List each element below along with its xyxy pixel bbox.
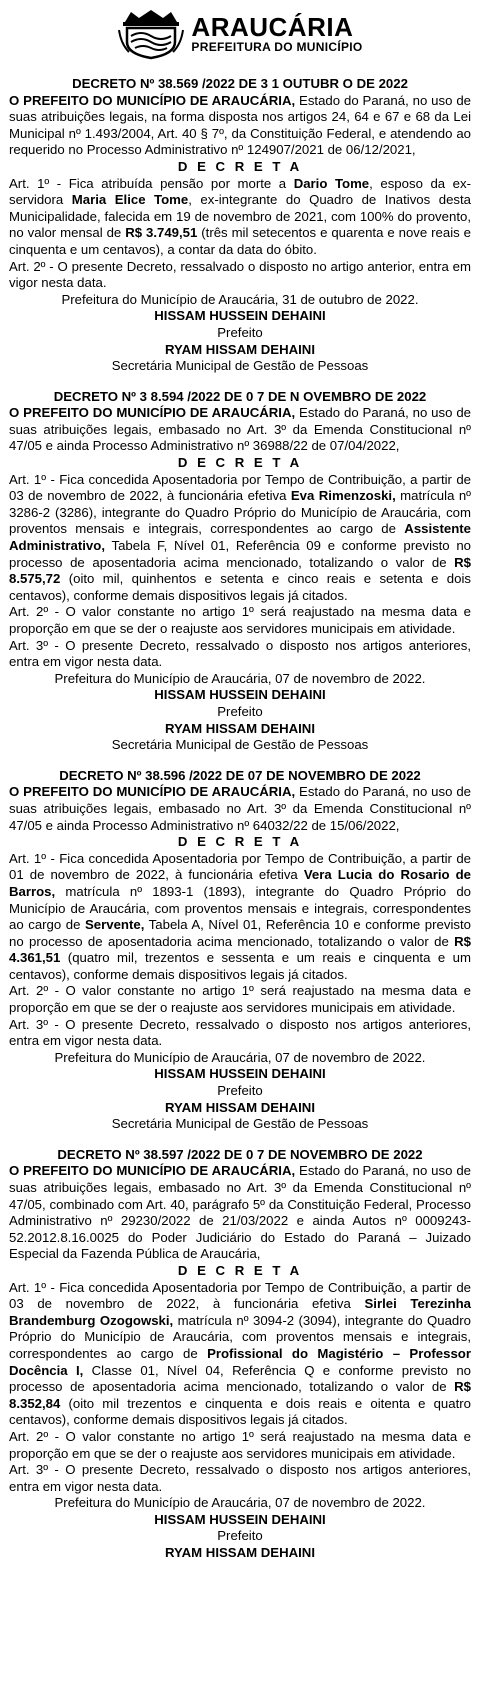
signer-name xyxy=(9,308,471,325)
article-text: Classe 01, Nível 04, Referência Q e conforme previsto no processo de aposentadoria acima mencionado, totalizando o valor de xyxy=(9,1362,471,1395)
place-date: Prefeitura do Município de Araucária, 07 de novembro de 2022. xyxy=(54,1049,426,1065)
decreta-heading: D E C R E T A xyxy=(177,158,303,174)
place-date: Prefeitura do Município de Araucária, 07 de novembro de 2022. xyxy=(54,670,426,686)
signer-role: Secretária Municipal de Gestão de Pessoas xyxy=(111,358,369,374)
article-text: Art. 1º - Fica concedida Aposentadoria por Tempo de Contribuição, a partir de 03 de novembro de 2022, à funcionária efetiva xyxy=(9,1279,471,1312)
decree-38569 xyxy=(9,76,471,375)
servant-name: Eva Rimenzoski, xyxy=(290,488,396,504)
signer-role: Prefeito xyxy=(217,324,263,340)
brand xyxy=(191,14,362,54)
signer-name xyxy=(9,687,471,704)
article-text: Art. 1º - Fica atribuída pensão por morte a xyxy=(9,175,294,191)
article-text: matrícula nº 3286-2 (3286), integrante do Quadro Próprio do Município de Araucária, com proventos mensais e integrais, correspondentes ao cargo de xyxy=(9,488,471,537)
article-1 xyxy=(9,851,471,984)
article-text: matrícula nº 3094-2 (3094), integrante do Quadro Próprio do Município de Araucária, com proventos mensais e integrais, correspondentes ao cargo de xyxy=(9,1312,471,1361)
amount: R$ 8.352,84 xyxy=(9,1379,471,1411)
article-2: Art. 2º - O valor constante no artigo 1º será reajustado na mesma data e proporção em que se der o reajuste aos servidores municipais em atividade. xyxy=(9,983,471,1016)
article-1 xyxy=(9,1280,471,1429)
former-servant-name: Maria Elice Tome xyxy=(71,192,189,208)
decree-preamble xyxy=(9,1163,471,1263)
preamble-text: Estado do Paraná, no uso de suas atribuições legais, na forma disposta nos artigos 24, 64 e 67 e 68 da Lei Municipal nº 1.493/2004, Art. 40 § 7º, da Constituição Federal, e atendendo ao requerido no Processo Administrativo nº 124907/2021 de 06/12/2021, xyxy=(9,92,472,158)
signer-mayor: HISSAM HUSSEIN DEHAINI xyxy=(154,1511,326,1527)
preamble-text: Estado do Paraná, no uso de suas atribuições legais, embasado no Art. 3º da Emenda Constitucional nº 47/05 e ainda Processo Administrativo nº 36988/22 de 07/04/2022, xyxy=(9,405,472,454)
signer-role: Secretária Municipal de Gestão de Pessoas xyxy=(111,737,369,753)
position-name: Assistente Administrativo, xyxy=(9,521,471,554)
decreta-heading: D E C R E T A xyxy=(177,455,303,471)
signer-role: Prefeito xyxy=(217,703,263,719)
article-3: Art. 3º - O presente Decreto, ressalvado o disposto nos artigos anteriores, entra em vigor nesta data. xyxy=(9,637,471,670)
signer-mayor: HISSAM HUSSEIN DEHAINI xyxy=(154,308,326,324)
signer-role: Prefeito xyxy=(217,1528,263,1544)
signer-name xyxy=(9,1066,471,1083)
article-3: Art. 3º - O presente Decreto, ressalvado o disposto nos artigos anteriores, entra em vigor nesta data. xyxy=(9,1016,471,1049)
amount: R$ 4.361,51 xyxy=(9,933,471,966)
place-date: Prefeitura do Município de Araucária, 31 de outubro de 2022. xyxy=(61,291,419,307)
article-2: Art. 2º - O valor constante no artigo 1º será reajustado na mesma data e proporção em que se der o reajuste aos servidores municipais em atividade. xyxy=(9,604,471,636)
article-2: Art. 2º - O presente Decreto, ressalvado o disposto no artigo anterior, entra em vigor nesta data. xyxy=(9,258,471,291)
article-text: (oito mil trezentos e cinquenta e dois reais e oitenta e quatro centavos), conforme demais dispositivos legais já citados. xyxy=(9,1395,471,1428)
decree-38597 xyxy=(9,1147,471,1562)
article-1 xyxy=(9,176,471,259)
place-date: Prefeitura do Município de Araucária, 07 de novembro de 2022. xyxy=(54,1495,426,1511)
preamble-text: Estado do Paraná, no uso de suas atribuições legais, embasado no Art. 3º da Emenda Constitucional nº 47/05, combinado com Art. 40, parágrafo 5º da Constituição Federal, Processo Administrativo nº 29230/2022 de 21/03/2022 e ainda Autos nº 0009243-52.2012.8.16.0025 do Poder Judiciário do Estado do Paraná – Juizado Especial da Fazenda Pública de Araucária, xyxy=(9,1163,472,1262)
article-text: (oito mil, quinhentos e setenta e cinco reais e setenta e dois centavos), conforme demais dispositivos legais já citados. xyxy=(9,571,471,603)
signer-name xyxy=(9,721,471,738)
article-text: , ex-integrante do Quadro de Inativos desta Municipalidade, falecida em 19 de novembro de 2021, com 100% do provento, no valor mensal de xyxy=(9,192,472,241)
city-name: ARAUCÁRIA xyxy=(191,12,354,42)
amount: R$ 8.575,72 xyxy=(9,554,471,587)
masthead xyxy=(9,6,471,62)
article-text: Art. 1º - Fica concedida Aposentadoria por Tempo de Contribuição, a partir de 01 de novembro de 2022, à funcionária efetiva xyxy=(9,850,471,883)
signer-secretary: RYAM HISSAM DEHAINI xyxy=(165,720,315,736)
signer-role: Prefeito xyxy=(217,1083,263,1099)
decree-38594 xyxy=(9,389,471,754)
position-name: Servente, xyxy=(84,917,145,933)
article-text: , esposo da ex-servidora xyxy=(9,175,472,208)
signer-mayor: HISSAM HUSSEIN DEHAINI xyxy=(154,687,326,703)
preamble-mayor: O PREFEITO DO MUNICÍPIO DE ARAUCÁRIA, xyxy=(9,784,296,800)
signer-secretary: RYAM HISSAM DEHAINI xyxy=(165,1099,315,1115)
decree-title: DECRETO Nº 3 8.594 /2022 DE 0 7 DE N OVEMBRO DE 2022 xyxy=(53,388,427,404)
decree-title: DECRETO Nº 38.569 /2022 DE 3 1 OUTUBR O DE 2022 xyxy=(72,76,408,91)
signer-secretary: RYAM HISSAM DEHAINI xyxy=(165,1545,315,1561)
article-text: (três mil setecentos e quarenta e nove reais e cinquenta e um centavos), a contar da data do óbito. xyxy=(9,225,471,257)
servant-name: Sirlei Terezinha Brandemburg Ozogowski, xyxy=(9,1296,471,1328)
article-text: matrícula nº 1893-1 (1893), integrante do Quadro Próprio do Município de Araucária, com proventos mensais e integrais, correspondentes ao cargo de xyxy=(9,883,471,933)
decree-preamble xyxy=(9,784,471,834)
decreta-heading: D E C R E T A xyxy=(177,1262,303,1278)
position-name: Profissional do Magistério – Professor Docência I, xyxy=(9,1345,471,1378)
decree-title: DECRETO Nº 38.597 /2022 DE 0 7 DE NOVEMBRO DE 2022 xyxy=(57,1146,423,1162)
article-3: Art. 3º - O presente Decreto, ressalvado o disposto nos artigos anteriores, entra em vigor nesta data. xyxy=(9,1462,471,1494)
municipal-crest-icon xyxy=(117,8,185,60)
amount: R$ 3.749,51 xyxy=(125,225,198,241)
signer-name xyxy=(9,342,471,359)
servant-name: Vera Lucia do Rosario de Barros, xyxy=(9,867,471,899)
decree-38596 xyxy=(9,768,471,1133)
article-text: (quatro mil, trezentos e sessenta e um reais e cinquenta e um centavos), conforme demais dispositivos legais já citados. xyxy=(9,950,471,982)
signer-name xyxy=(9,1545,471,1562)
preamble-mayor: O PREFEITO DO MUNICÍPIO DE ARAUCÁRIA, xyxy=(9,405,296,421)
article-1 xyxy=(9,472,471,605)
preamble-text: Estado do Paraná, no uso de suas atribuições legais, embasado no Art. 3º da Emenda Constitucional nº 47/05 e ainda Processo Administrativo nº 64032/22 de 15/06/2022, xyxy=(9,784,472,833)
signer-role: Secretária Municipal de Gestão de Pessoas xyxy=(111,1116,369,1132)
signer-name xyxy=(9,1100,471,1117)
decree-title: DECRETO Nº 38.596 /2022 DE 07 DE NOVEMBRO DE 2022 xyxy=(59,767,421,783)
preamble-mayor: O PREFEITO DO MUNICÍPIO DE ARAUCÁRIA, xyxy=(9,92,296,108)
signer-name xyxy=(9,1512,471,1529)
beneficiary-name: Dario Tome xyxy=(293,175,370,191)
signer-mayor: HISSAM HUSSEIN DEHAINI xyxy=(154,1066,326,1082)
article-text: Tabela F, Nível 01, Referência 09 e conforme previsto no processo de aposentadoria acima mencionado, totalizando o valor de xyxy=(9,538,471,570)
article-text: Art. 1º - Fica concedida Aposentadoria por Tempo de Contribuição, a partir de 03 de novembro de 2022, à funcionária efetiva xyxy=(9,471,471,504)
preamble-mayor: O PREFEITO DO MUNICÍPIO DE ARAUCÁRIA, xyxy=(9,1163,296,1179)
article-text: Tabela A, Nível 01, Referência 10 e conforme previsto no processo de aposentadoria acima mencionado, totalizando o valor de xyxy=(9,917,471,949)
decree-preamble xyxy=(9,405,471,455)
decreta-heading: D E C R E T A xyxy=(177,834,303,850)
decree-preamble xyxy=(9,93,471,159)
city-subtitle: PREFEITURA DO MUNICÍPIO xyxy=(191,40,363,54)
signer-secretary: RYAM HISSAM DEHAINI xyxy=(165,341,315,357)
article-2: Art. 2º - O valor constante no artigo 1º será reajustado na mesma data e proporção em que se der o reajuste aos servidores municipais em atividade. xyxy=(9,1428,471,1461)
